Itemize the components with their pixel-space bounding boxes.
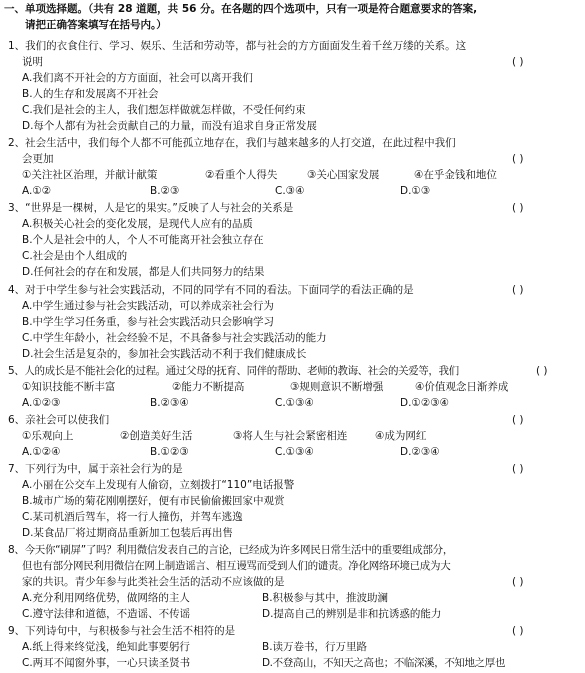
question-3-stem: 3、“世界是一棵树，人是它的果实。”反映了人与社会的关系是 ( ) [8, 202, 524, 214]
option: C.社会是由个人组成的 [22, 250, 128, 262]
answer-blank-4[interactable]: ( ) [512, 284, 524, 296]
option: C.中学生年龄小，社会经验不足，不具备参与社会实践活动的能力 [22, 332, 327, 344]
question-9-stem: 9、下列诗句中，与积极参与社会生活不相符的是 ( ) [8, 625, 524, 637]
option: B.中学生学习任务重，参与社会实践活动只会影响学习 [22, 316, 275, 328]
question-8-stem-cont: 但也有部分网民利用微信在网上制造谣言、相互谩骂而受到人们的谴责。净化网络环境已成为大 [22, 560, 451, 572]
section-title-line2: 请把正确答案填写在括号内。） [25, 19, 167, 31]
option: A.积极关心社会的变化发展，是现代人应有的品质 [22, 218, 253, 230]
question-5-stem: 5、人的成长是不能社会化的过程。通过父母的抚育、同伴的帮助、老师的教诲、社会的关爱等，我们 ( ) [8, 365, 548, 377]
option: B.城市广场的菊花刚刚摆好，便有市民偷偷搬回家中观赏 [22, 495, 285, 507]
question-6-options: A.①②④ B.①②③ C.①③④ D.②③④ [22, 446, 440, 458]
option: C.某司机酒后驾车，将一行人撞伤，并驾车逃逸 [22, 511, 243, 523]
option: C.我们是社会的主人，我们想怎样做就怎样做，不受任何约束 [22, 104, 306, 116]
section-title-line1: 一、单项选择题。（共有 28 道题，共 56 分。在各题的四个选项中，只有一项是符合题意要求的答案, [4, 3, 478, 15]
question-8-stem-cont: 家的共识。青少年参与此类社会生活的活动不应该做的是 ( ) [22, 576, 524, 588]
option: A.小丽在公交车上发现有人偷窃，立刻拨打“110”电话报警 [22, 479, 295, 491]
answer-blank-5[interactable]: ( ) [536, 365, 548, 377]
question-2-options: A.①② B.②③ C.③④ D.①③ [22, 185, 431, 197]
section-title [0, 3, 585, 19]
answer-blank-3[interactable]: ( ) [512, 202, 524, 214]
question-1-stem: 1、我们的衣食住行、学习、娱乐、生活和劳动等，都与社会的方方面面发生着千丝万缕的关系。这 [8, 40, 467, 52]
question-6-stem: 6、亲社会可以使我们 ( ) [8, 414, 524, 426]
question-6-items: ①乐观向上 ②创造美好生活 ③将人生与社会紧密相连 ④成为网红 [22, 430, 427, 442]
option: B.个人是社会中的人，个人不可能离开社会独立存在 [22, 234, 264, 246]
answer-blank-2[interactable]: ( ) [512, 153, 524, 165]
option: A.我们离不开社会的方方面面，社会可以离开我们 [22, 72, 253, 84]
question-4-stem: 4、对于中学生参与社会实践活动，不同的同学有不同的看法。下面同学的看法正确的是 ( ) [8, 284, 524, 296]
answer-blank-9[interactable]: ( ) [512, 625, 524, 637]
answer-blank-6[interactable]: ( ) [512, 414, 524, 426]
question-8-options: A.充分利用网络优势，做网络的主人 B.积极参与其中，推波助澜 [22, 592, 389, 604]
option: D.某食品厂将过期商品重新加工包装后再出售 [22, 527, 233, 539]
option: D.社会生活是复杂的，参加社会实践活动不利于我们健康成长 [22, 348, 307, 360]
question-9-options: A.纸上得来终觉浅，绝知此事要躬行 B.读万卷书，行万里路 [22, 641, 368, 653]
option: D.每个人都有为社会贡献自己的力量，而没有追求自身正常发展 [22, 120, 317, 132]
question-1-stem-cont: 说明 ( ) [22, 56, 524, 68]
question-5-options: A.①②③ B.②③④ C.①③④ D.①②③④ [22, 397, 450, 409]
question-2-items: ①关注社区治理，并献计献策 ②看重个人得失 ③关心国家发展 ④在乎金钱和地位 [22, 169, 497, 181]
question-2-stem: 2、社会生活中，我们每个人都不可能孤立地存在，我们与越来越多的人打交道，在此过程中我们 [8, 137, 456, 149]
section-title-cont [0, 19, 585, 35]
question-8-stem: 8、今天你“刷屏”了吗？利用微信发表自己的言论，已经成为许多网民日常生活中的重要组成部分， [8, 544, 454, 556]
question-7-stem: 7、下列行为中，属于亲社会行为的是 ( ) [8, 463, 524, 475]
answer-blank-7[interactable]: ( ) [512, 463, 524, 475]
option: B.人的生存和发展离不开社会 [22, 88, 159, 100]
option: A.中学生通过参与社会实践活动，可以养成亲社会行为 [22, 300, 274, 312]
question-8-options: C.遵守法律和道德，不造谣、不传谣 D.提高自己的辨别是非和抗诱惑的能力 [22, 608, 442, 620]
question-2-stem-cont: 会更加 ( ) [22, 153, 524, 165]
answer-blank-1[interactable]: ( ) [512, 56, 524, 68]
question-5-items: ①知识技能不断丰富 ②能力不断提高 ③规则意识不断增强 ④价值观念日渐养成 [22, 381, 509, 393]
answer-blank-8[interactable]: ( ) [512, 576, 524, 588]
option: D.任何社会的存在和发展，都是人们共同努力的结果 [22, 266, 265, 278]
question-9-options: C.两耳不闻窗外事，一心只读圣贤书 D.不登高山，不知天之高也；不临深溪，不知地之厚也 [22, 657, 505, 669]
